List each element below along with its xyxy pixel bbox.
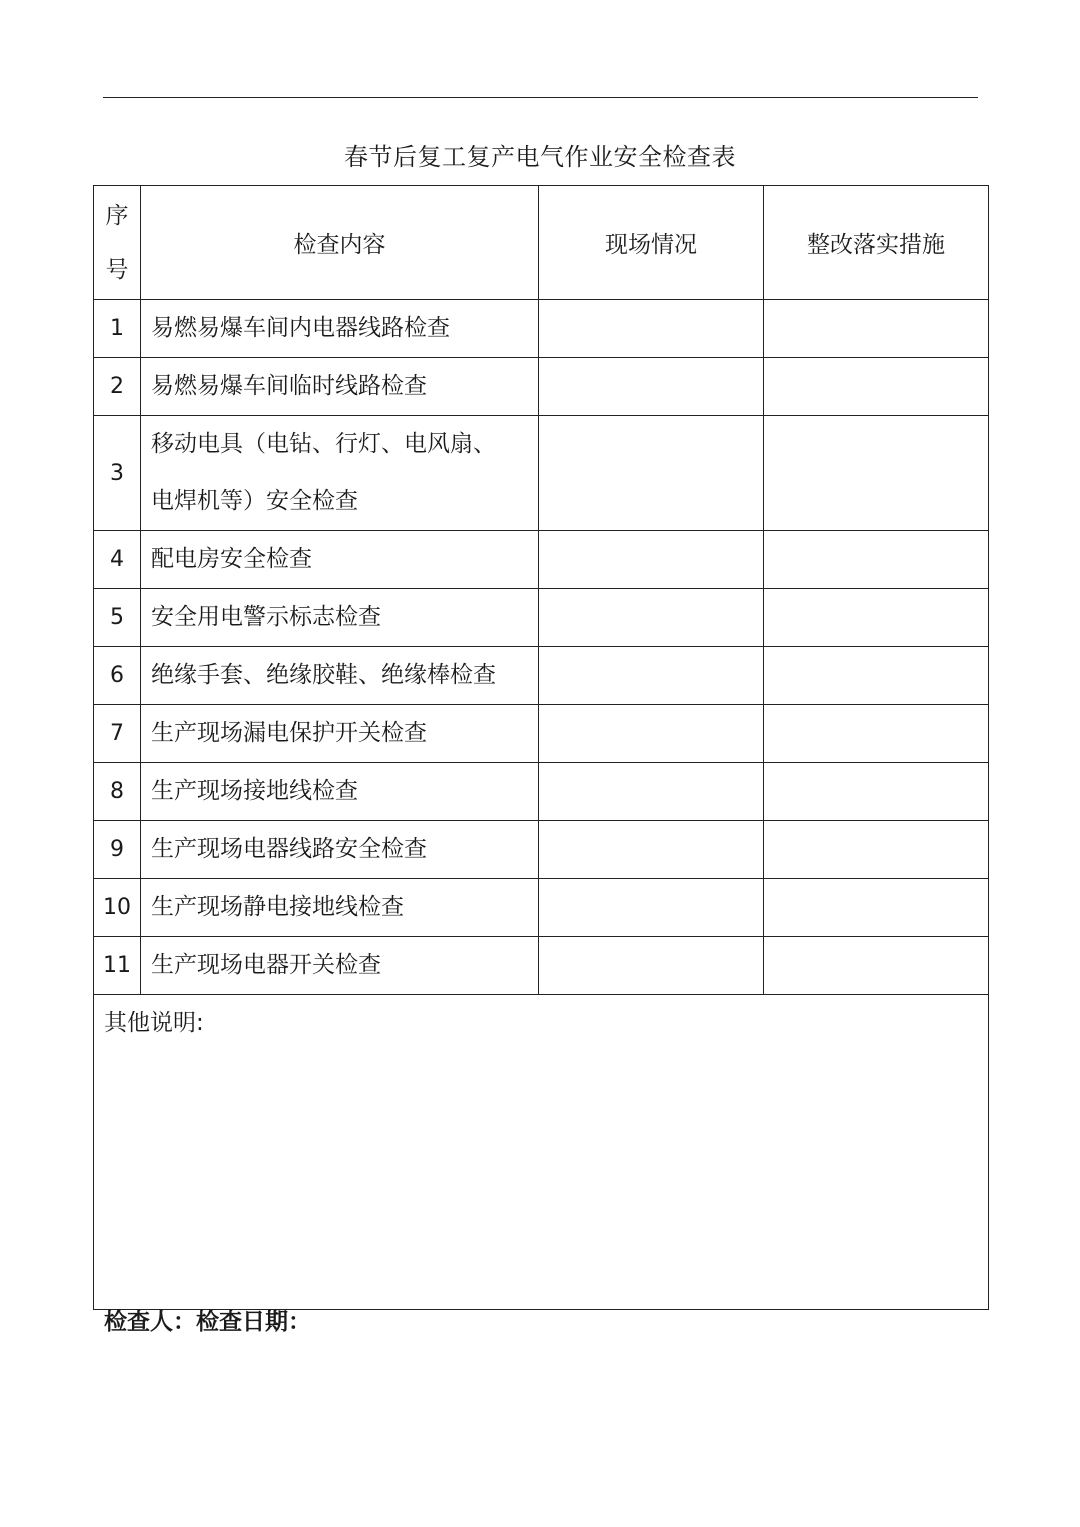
- row-site-condition: [539, 531, 764, 589]
- row-corrective-measures: [764, 763, 989, 821]
- table-row: [94, 416, 989, 531]
- row-corrective-measures: [764, 647, 989, 705]
- table-row: [94, 705, 989, 763]
- inspector-date-line: 检查人：检查日期：: [104, 1309, 311, 1335]
- notes-label: 其他说明:: [104, 1010, 204, 1036]
- check-item-text: 绝缘手套、绝缘胶鞋、绝缘棒检查: [151, 662, 496, 688]
- row-check-item: [141, 763, 539, 821]
- row-check-item: [141, 531, 539, 589]
- row-number: 6: [94, 647, 141, 705]
- row-number: 7: [94, 705, 141, 763]
- document-title: 春节后复工复产电气作业安全检查表: [344, 143, 736, 171]
- check-item-text: 配电房安全检查: [151, 546, 312, 572]
- row-corrective-measures: [764, 879, 989, 937]
- row-corrective-measures: [764, 358, 989, 416]
- row-number: 9: [94, 821, 141, 879]
- header-rule: [103, 97, 978, 98]
- row-check-item: [141, 416, 539, 531]
- row-site-condition: [539, 647, 764, 705]
- table-row: [94, 531, 989, 589]
- row-check-item: [141, 647, 539, 705]
- check-item-text: 生产现场静电接地线检查: [151, 894, 404, 920]
- row-check-item: [141, 300, 539, 358]
- row-site-condition: [539, 300, 764, 358]
- row-number: 10: [94, 879, 141, 937]
- check-item-text: 生产现场漏电保护开关检查: [151, 720, 427, 746]
- header-seq: 序 号: [94, 186, 141, 300]
- table-row: [94, 763, 989, 821]
- check-item-text: 生产现场电器线路安全检查: [151, 836, 427, 862]
- row-check-item: [141, 705, 539, 763]
- notes-cell: [94, 995, 989, 1310]
- row-corrective-measures: [764, 937, 989, 995]
- row-number: 3: [94, 416, 141, 531]
- row-site-condition: [539, 416, 764, 531]
- check-item-text: 电焊机等）安全检查: [151, 488, 358, 514]
- row-site-condition: [539, 763, 764, 821]
- table-row: [94, 879, 989, 937]
- check-item-text: 生产现场接地线检查: [151, 778, 358, 804]
- table-row: [94, 358, 989, 416]
- row-number: 1: [94, 300, 141, 358]
- header-site: 现场情况: [539, 186, 764, 300]
- row-check-item: [141, 879, 539, 937]
- row-number: 2: [94, 358, 141, 416]
- row-site-condition: [539, 358, 764, 416]
- row-number: 11: [94, 937, 141, 995]
- row-site-condition: [539, 879, 764, 937]
- row-site-condition: [539, 821, 764, 879]
- row-corrective-measures: [764, 589, 989, 647]
- row-corrective-measures: [764, 531, 989, 589]
- notes-row: [94, 995, 989, 1310]
- row-site-condition: [539, 589, 764, 647]
- table-header-row: [94, 186, 989, 300]
- row-number: 5: [94, 589, 141, 647]
- row-check-item: [141, 358, 539, 416]
- table-row: [94, 821, 989, 879]
- table-row: [94, 589, 989, 647]
- check-item-text: 移动电具（电钻、行灯、电风扇、: [151, 431, 496, 457]
- header-measures: 整改落实措施: [764, 186, 989, 300]
- table-row: [94, 647, 989, 705]
- check-item-text: 安全用电警示标志检查: [151, 604, 381, 630]
- table-row: [94, 300, 989, 358]
- check-item-text: 生产现场电器开关检查: [151, 952, 381, 978]
- row-site-condition: [539, 937, 764, 995]
- row-corrective-measures: [764, 300, 989, 358]
- row-check-item: [141, 589, 539, 647]
- header-content: 检查内容: [141, 186, 539, 300]
- inspection-table: [93, 185, 989, 1310]
- row-site-condition: [539, 705, 764, 763]
- row-number: 8: [94, 763, 141, 821]
- row-corrective-measures: [764, 705, 989, 763]
- check-item-text: 易燃易爆车间临时线路检查: [151, 373, 427, 399]
- row-corrective-measures: [764, 821, 989, 879]
- row-check-item: [141, 937, 539, 995]
- row-number: 4: [94, 531, 141, 589]
- row-check-item: [141, 821, 539, 879]
- row-corrective-measures: [764, 416, 989, 531]
- check-item-text: 易燃易爆车间内电器线路检查: [151, 315, 450, 341]
- table-row: [94, 937, 989, 995]
